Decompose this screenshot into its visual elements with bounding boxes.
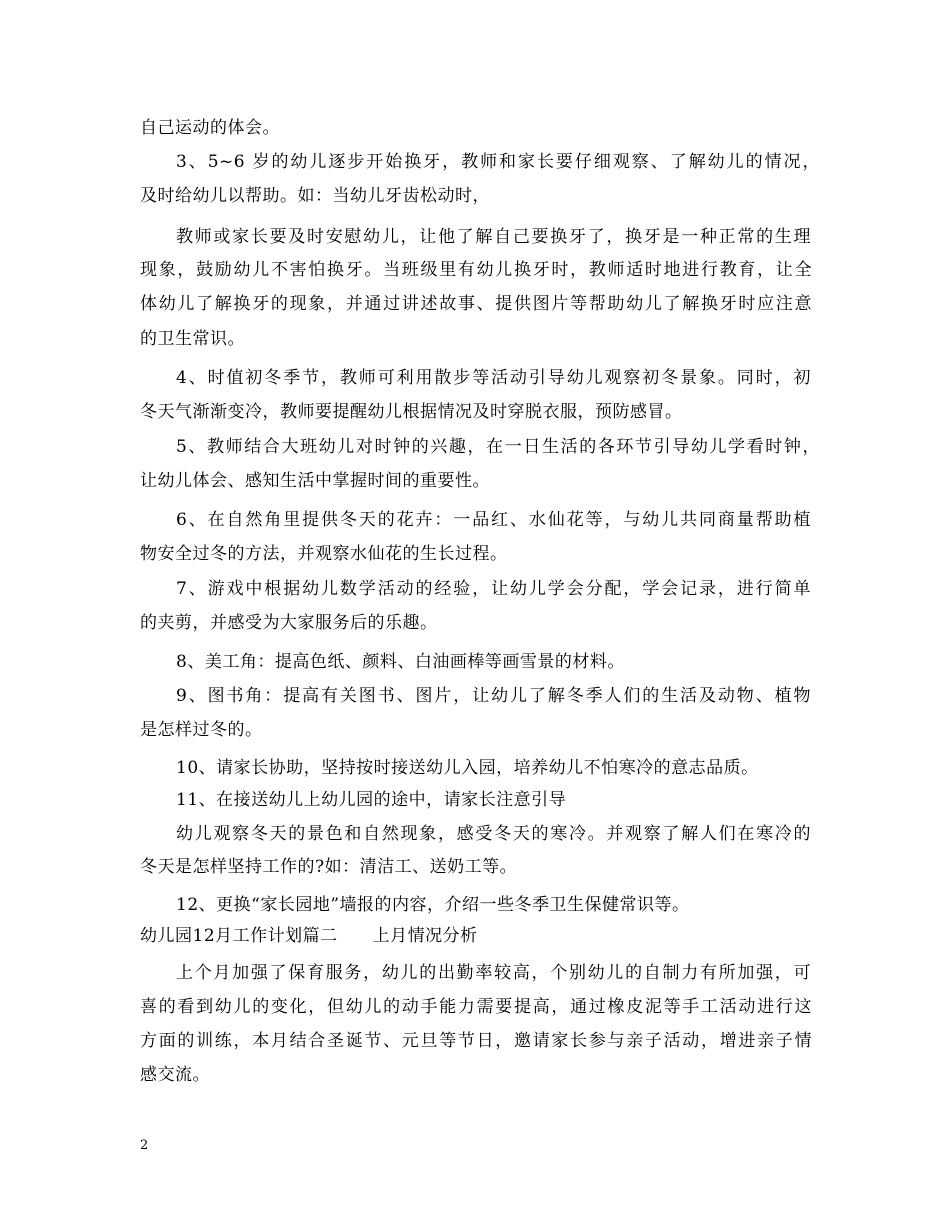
text-line: 自己运动的体会。	[140, 118, 280, 138]
text-line: 3、5~6 岁的幼儿逐步开始换牙，教师和家长要仔细观察、了解幼儿的情况，	[176, 152, 820, 172]
text-line: 4、时值初冬季节，教师可利用散步等活动引导幼儿观察初冬景象。同时，初	[176, 368, 811, 388]
text-line: 是怎样过冬的。	[140, 720, 263, 740]
page-number: 2	[140, 1138, 149, 1153]
text-line: 11、在接送幼儿上幼儿园的途中，请家长注意引导	[176, 790, 567, 810]
text-line: 5、教师结合大班幼儿对时钟的兴趣，在一日生活的各环节引导幼儿学看时钟，	[176, 437, 820, 457]
text-line: 及时给幼儿以帮助。如：当幼儿牙齿松动时，	[140, 186, 490, 206]
text-line: 的夹剪，并感受为大家服务后的乐趣。	[140, 613, 438, 633]
section-heading: 幼儿园12月工作计划篇二 上月情况分析	[140, 926, 478, 946]
text-line: 7、游戏中根据幼儿数学活动的经验，让幼儿学会分配，学会记录，进行简单	[176, 579, 811, 599]
text-line: 冬天是怎样坚持工作的?如：清洁工、送奶工等。	[140, 857, 518, 877]
text-line: 让幼儿体会、感知生活中掌握时间的重要性。	[140, 471, 490, 491]
text-line: 上个月加强了保育服务，幼儿的出勤率较高，个别幼儿的自制力有所加强，可	[176, 963, 811, 983]
text-line: 现象，鼓励幼儿不害怕换牙。当班级里有幼儿换牙时，教师适时地进行教育，让全	[140, 260, 812, 280]
text-line: 教师或家长要及时安慰幼儿，让他了解自己要换牙了，换牙是一种正常的生理	[176, 227, 811, 247]
text-line: 8、美工角：提高色纸、颜料、白油画棒等画雪景的材料。	[176, 652, 625, 672]
text-line: 体幼儿了解换牙的现象，并通过讲述故事、提供图片等帮助幼儿了解换牙时应注意	[140, 294, 812, 314]
text-line: 物安全过冬的方法，并观察水仙花的生长过程。	[140, 544, 508, 564]
text-line: 方面的训练，本月结合圣诞节、元旦等节日，邀请家长参与亲子活动，增进亲子情	[140, 1031, 812, 1051]
text-line: 幼儿观察冬天的景色和自然现象，感受冬天的寒冷。并观察了解人们在寒冷的	[176, 824, 811, 844]
text-line: 喜的看到幼儿的变化，但幼儿的动手能力需要提高，通过橡皮泥等手工活动进行这	[140, 997, 812, 1017]
text-line: 感交流。	[140, 1065, 210, 1085]
text-line: 6、在自然角里提供冬天的花卉：一品红、水仙花等，与幼儿共同商量帮助植	[176, 510, 811, 530]
text-line: 冬天气渐渐变冷，教师要提醒幼儿根据情况及时穿脱衣服，预防感冒。	[140, 402, 683, 422]
text-line: 10、请家长协助，坚持按时接送幼儿入园，培养幼儿不怕寒冷的意志品质。	[176, 758, 759, 778]
text-line: 12、更换“家长园地”墙报的内容，介绍一些冬季卫生保健常识等。	[176, 895, 690, 915]
text-line: 的卫生常识。	[140, 329, 245, 349]
text-line: 9、图书角：提高有关图书、图片，让幼儿了解冬季人们的生活及动物、植物	[176, 686, 811, 706]
